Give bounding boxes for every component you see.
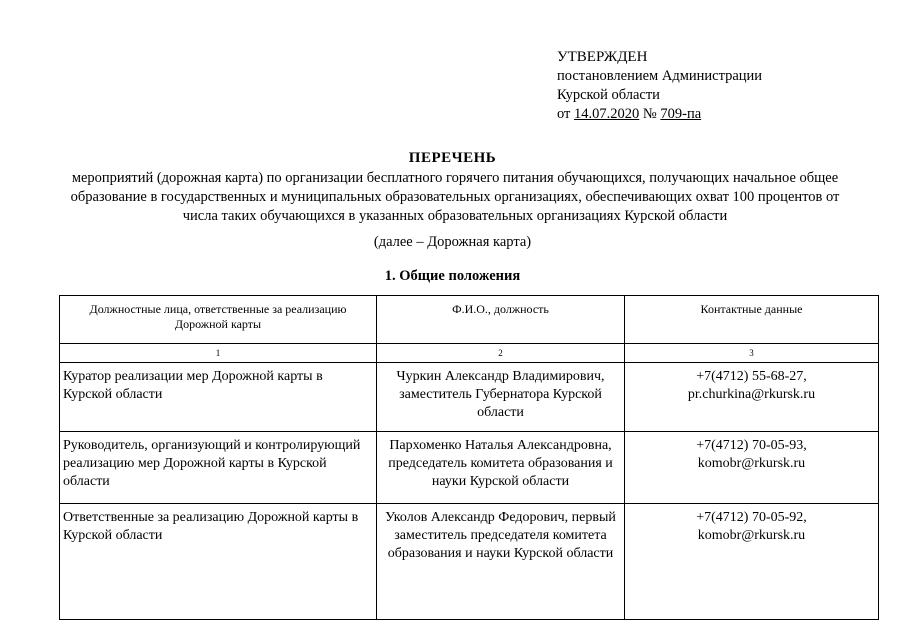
approval-number-prefix: № [639, 106, 661, 122]
cell-text: Куратор реализации мер Дорожной карты в [63, 369, 323, 384]
section-heading: 1. Общие положения [384, 268, 521, 284]
approval-heading: УТВЕРЖДЕН [557, 49, 648, 65]
email-text: komobr@rkursk.ru [697, 456, 806, 471]
approval-line-2: Курской области [557, 87, 660, 103]
table-row [60, 363, 879, 432]
header-cell-contacts [625, 296, 879, 344]
cell-text: образования и науки Курской области [387, 546, 614, 561]
header-text: Дорожной карты [174, 317, 262, 331]
cell-text: Чуркин Александр Владимирович, [396, 369, 605, 384]
cell-text: области [63, 474, 110, 489]
cell-text: Руководитель, организующий и контролирующий [63, 438, 361, 453]
approval-number: 709-па [660, 106, 702, 122]
cell-text: Курской области [63, 528, 163, 543]
subtitle-line: числа таких обучающихся в указанных образовательных организациях Курской области [182, 208, 728, 224]
cell-text: науки Курской области [431, 474, 570, 489]
person-cell [377, 432, 625, 504]
cell-text: Пархоменко Наталья Александровна, [389, 438, 612, 453]
role-cell [60, 504, 377, 620]
cell-text: Уколов Александр Федорович, первый [385, 510, 616, 525]
column-number: 2 [377, 344, 625, 363]
person-cell [377, 363, 625, 432]
responsibility-table [59, 295, 879, 620]
column-number: 3 [625, 344, 879, 363]
header-text: Ф.И.О., должность [452, 302, 549, 316]
contact-cell [625, 363, 879, 432]
approval-date-prefix: от [557, 106, 575, 122]
cell-text: Курской области [63, 387, 163, 402]
email-text: pr.churkina@rkursk.ru [687, 387, 816, 402]
column-number-row [60, 344, 879, 363]
header-cell-name [377, 296, 625, 344]
role-cell [60, 363, 377, 432]
header-text: Контактные данные [700, 302, 803, 316]
role-cell [60, 432, 377, 504]
cell-text: председатель комитета образования и [388, 456, 613, 471]
document-subtitle [30, 169, 880, 226]
approval-block [557, 48, 762, 124]
header-text: Должностные лица, ответственные за реализацию [89, 302, 347, 316]
person-cell [377, 504, 625, 620]
table-row [60, 432, 879, 504]
contact-cell [625, 504, 879, 620]
cell-text: Ответственные за реализацию Дорожной карты в [63, 510, 359, 525]
header-cell-responsible [60, 296, 377, 344]
cell-text: заместитель Губернатора Курской [399, 387, 602, 402]
document-title: ПЕРЕЧЕНЬ [408, 150, 497, 166]
phone-text: +7(4712) 70-05-93, [696, 438, 807, 453]
subtitle-line: мероприятий (дорожная карта) по организации бесплатного горячего питания обучающихся, получающих начальное общее [71, 170, 839, 186]
contact-cell [625, 432, 879, 504]
subtitle-line: образование в государственных и муниципальных образовательных организациях, обеспечивающих охват 100 процентов от [70, 189, 840, 205]
email-text: komobr@rkursk.ru [697, 528, 806, 543]
approval-date-line [557, 105, 762, 124]
table-header-row [60, 296, 879, 344]
approval-date: 14.07.2020 [574, 106, 640, 122]
cell-text: области [477, 405, 524, 420]
table-row [60, 504, 879, 620]
phone-text: +7(4712) 70-05-92, [696, 510, 807, 525]
approval-line-1: постановлением Администрации [557, 68, 763, 84]
cell-text: заместитель председателя комитета [394, 528, 607, 543]
cell-text: реализацию мер Дорожной карты в Курской [63, 456, 327, 471]
phone-text: +7(4712) 55-68-27, [696, 369, 807, 384]
column-number: 1 [60, 344, 377, 363]
document-alias: (далее – Дорожная карта) [373, 234, 532, 250]
